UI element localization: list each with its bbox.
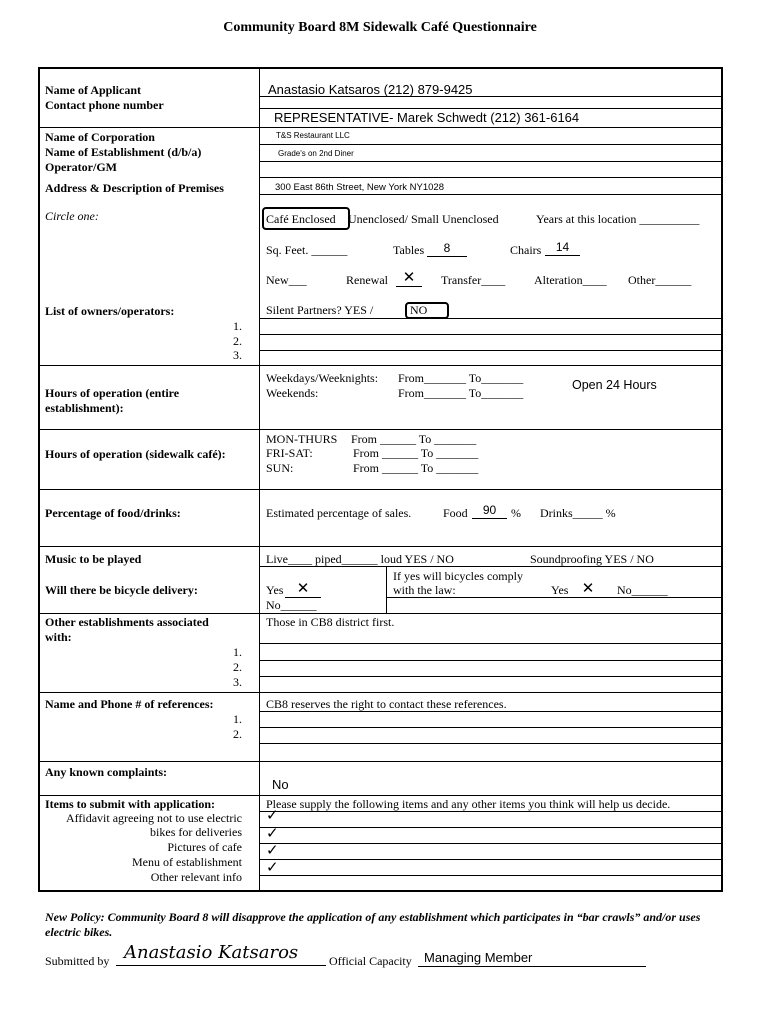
bicycle-yes-label: Yes [266, 583, 284, 597]
chairs-label: Chairs [510, 243, 542, 257]
item-pictures: Pictures of cafe [167, 840, 242, 854]
signature-field[interactable] [116, 942, 326, 966]
field-line [259, 334, 723, 335]
field-line [259, 177, 723, 178]
label-owners: List of owners/operators: [45, 304, 175, 318]
check-icon[interactable]: ✓ [266, 824, 279, 842]
label-bicycle: Will there be bicycle delivery: [45, 583, 198, 597]
weekends-label: Weekends: [266, 386, 319, 400]
tables-value: 8 [443, 241, 451, 255]
chairs-value: 14 [555, 240, 570, 254]
comply-yes-label: Yes [551, 583, 569, 597]
option-transfer[interactable]: Transfer____ [441, 273, 506, 287]
label-percentage: Percentage of food/drinks: [45, 506, 181, 520]
owner-number-2: 2. [233, 334, 242, 348]
if-yes-label: If yes will bicycles comply [393, 569, 523, 583]
submitted-by-label: Submitted by [45, 954, 110, 968]
bicycle-no-field[interactable]: No______ [266, 598, 317, 612]
field-line [259, 318, 723, 319]
row-divider [38, 795, 723, 796]
tables-field[interactable] [427, 241, 467, 257]
field-line [259, 660, 723, 661]
row-divider [38, 692, 723, 693]
label-phone: Contact phone number [45, 98, 164, 112]
owner-number-1: 1. [233, 319, 242, 333]
complaints-value[interactable]: No [272, 777, 289, 792]
option-renewal[interactable]: Renewal [346, 273, 388, 287]
weekdays-label: Weekdays/Weeknights: [266, 371, 379, 385]
row-divider [38, 489, 723, 490]
field-line [259, 743, 723, 744]
label-hours-entire-2: establishment): [45, 401, 124, 415]
field-line [259, 843, 723, 844]
option-new[interactable]: New___ [266, 273, 307, 287]
music-options[interactable]: Live____ piped______ loud YES / NO [266, 552, 454, 566]
chairs-field[interactable] [545, 240, 580, 256]
label-items: Items to submit with application: [45, 797, 216, 811]
capacity-field[interactable] [418, 950, 646, 967]
field-line [259, 875, 723, 876]
corporation-value[interactable]: T&S Restaurant LLC [276, 131, 350, 140]
other-est-number-1: 1. [233, 645, 242, 659]
option-cafe-enclosed[interactable]: Café Enclosed [266, 212, 336, 226]
label-applicant: Name of Applicant [45, 83, 141, 97]
item-affidavit: Affidavit agreeing not to use electric [65, 811, 242, 825]
weekends-field[interactable]: From_______ To_______ [398, 386, 524, 400]
label-references: Name and Phone # of references: [45, 697, 214, 711]
fri-sat-label: FRI-SAT: [266, 446, 313, 460]
label-corporation: Name of Corporation [45, 130, 155, 144]
field-line [259, 108, 723, 109]
label-complaints: Any known complaints: [45, 765, 168, 779]
food-value: 90 [482, 503, 497, 517]
label-operator: Operator/GM [45, 160, 117, 174]
bicycle-yes-x-icon[interactable]: ✕ [285, 579, 321, 598]
official-capacity-label: Official Capacity [329, 954, 412, 968]
sun-label: SUN: [266, 461, 294, 475]
comply-yes-x-icon[interactable]: ✕ [570, 579, 606, 598]
sq-feet-field[interactable]: Sq. Feet. ______ [266, 243, 348, 257]
option-other[interactable]: Other______ [628, 273, 692, 287]
fri-sat-field[interactable]: From ______ To _______ [353, 446, 479, 460]
page-title: Community Board 8M Sidewalk Café Questionnaire [223, 20, 537, 35]
silent-partners: Silent Partners? YES / [266, 303, 374, 317]
applicant-value[interactable]: Anastasio Katsaros (212) 879-9425 [268, 82, 473, 97]
column-divider [259, 67, 260, 892]
field-line [259, 161, 723, 162]
label-hours-entire: Hours of operation (entire [45, 386, 180, 400]
label-other-est: Other establishments associated [45, 615, 209, 629]
references-note: CB8 reserves the right to contact these references. [266, 697, 507, 711]
address-value[interactable]: 300 East 86th Street, New York NY1028 [275, 182, 444, 193]
label-address: Address & Description of Premises [45, 181, 224, 195]
field-line [259, 827, 723, 828]
drinks-field[interactable]: Drinks_____ % [540, 506, 616, 520]
field-line [259, 643, 723, 644]
mon-thurs-field[interactable]: From ______ To _______ [351, 432, 477, 446]
soundproofing-options[interactable]: Soundproofing YES / NO [530, 552, 654, 566]
other-est-number-2: 2. [233, 660, 242, 674]
row-divider [38, 127, 723, 128]
option-unenclosed[interactable]: Unenclosed/ Small Unenclosed [348, 212, 499, 226]
estimated-label: Estimated percentage of sales. [266, 506, 412, 520]
please-supply-note: Please supply the following items and any other items you think will help us decide. [266, 797, 671, 811]
item-menu: Menu of establishment [132, 855, 242, 869]
hours-value[interactable]: Open 24 Hours [572, 378, 657, 392]
label-hours-cafe: Hours of operation (sidewalk café): [45, 447, 226, 461]
mon-thurs-label: MON-THURS [266, 432, 338, 446]
field-line [259, 676, 723, 677]
item-other: Other relevant info [150, 870, 242, 884]
item-bikes: bikes for deliveries [150, 825, 242, 839]
check-icon[interactable]: ✓ [266, 858, 279, 876]
if-yes-label-2: with the law: [393, 583, 456, 597]
field-line [259, 350, 723, 351]
row-divider [38, 613, 723, 614]
row-divider [38, 761, 723, 762]
option-no[interactable]: NO [410, 303, 428, 317]
owner-number-3: 3. [233, 348, 242, 362]
check-icon[interactable]: ✓ [266, 806, 279, 824]
label-other-est-2: with: [45, 630, 72, 644]
label-music: Music to be played [45, 552, 142, 566]
option-alteration[interactable]: Alteration____ [534, 273, 607, 287]
food-field[interactable] [472, 503, 507, 519]
bicycle-divider [386, 566, 387, 613]
years-field[interactable]: Years at this location __________ [536, 212, 700, 226]
food-percent: % [511, 506, 521, 520]
reference-number-2: 2. [233, 727, 242, 741]
weekdays-field[interactable]: From_______ To_______ [398, 371, 524, 385]
other-est-number-3: 3. [233, 675, 242, 689]
signature-value: Anastasio Katsaros [124, 942, 299, 963]
establishment-value[interactable]: Grade's on 2nd Diner [278, 149, 354, 158]
representative-value[interactable]: REPRESENTATIVE- Marek Schwedt (212) 361-6164 [274, 110, 580, 125]
tables-label: Tables [393, 243, 425, 257]
first-note: Those in CB8 district first. [266, 615, 395, 629]
field-line [259, 727, 723, 728]
policy-note: New Policy: Community Board 8 will disapprove the application of any establishment which participates in “bar crawls” and/or uses electric bikes. [45, 910, 701, 939]
field-line [259, 194, 723, 195]
renewal-x-icon[interactable]: ✕ [396, 268, 422, 287]
label-circle-one: Circle one: [45, 209, 99, 223]
row-divider [38, 365, 723, 366]
reference-number-1: 1. [233, 712, 242, 726]
field-line [259, 859, 723, 860]
sun-field[interactable]: From ______ To _______ [353, 461, 479, 475]
comply-no-field[interactable]: No______ [617, 583, 668, 597]
row-divider [38, 546, 723, 547]
field-line [259, 144, 723, 145]
row-divider [38, 429, 723, 430]
check-icon[interactable]: ✓ [266, 841, 279, 859]
capacity-value: Managing Member [424, 950, 533, 965]
label-establishment: Name of Establishment (d/b/a) [45, 145, 202, 159]
food-label: Food [443, 506, 468, 520]
